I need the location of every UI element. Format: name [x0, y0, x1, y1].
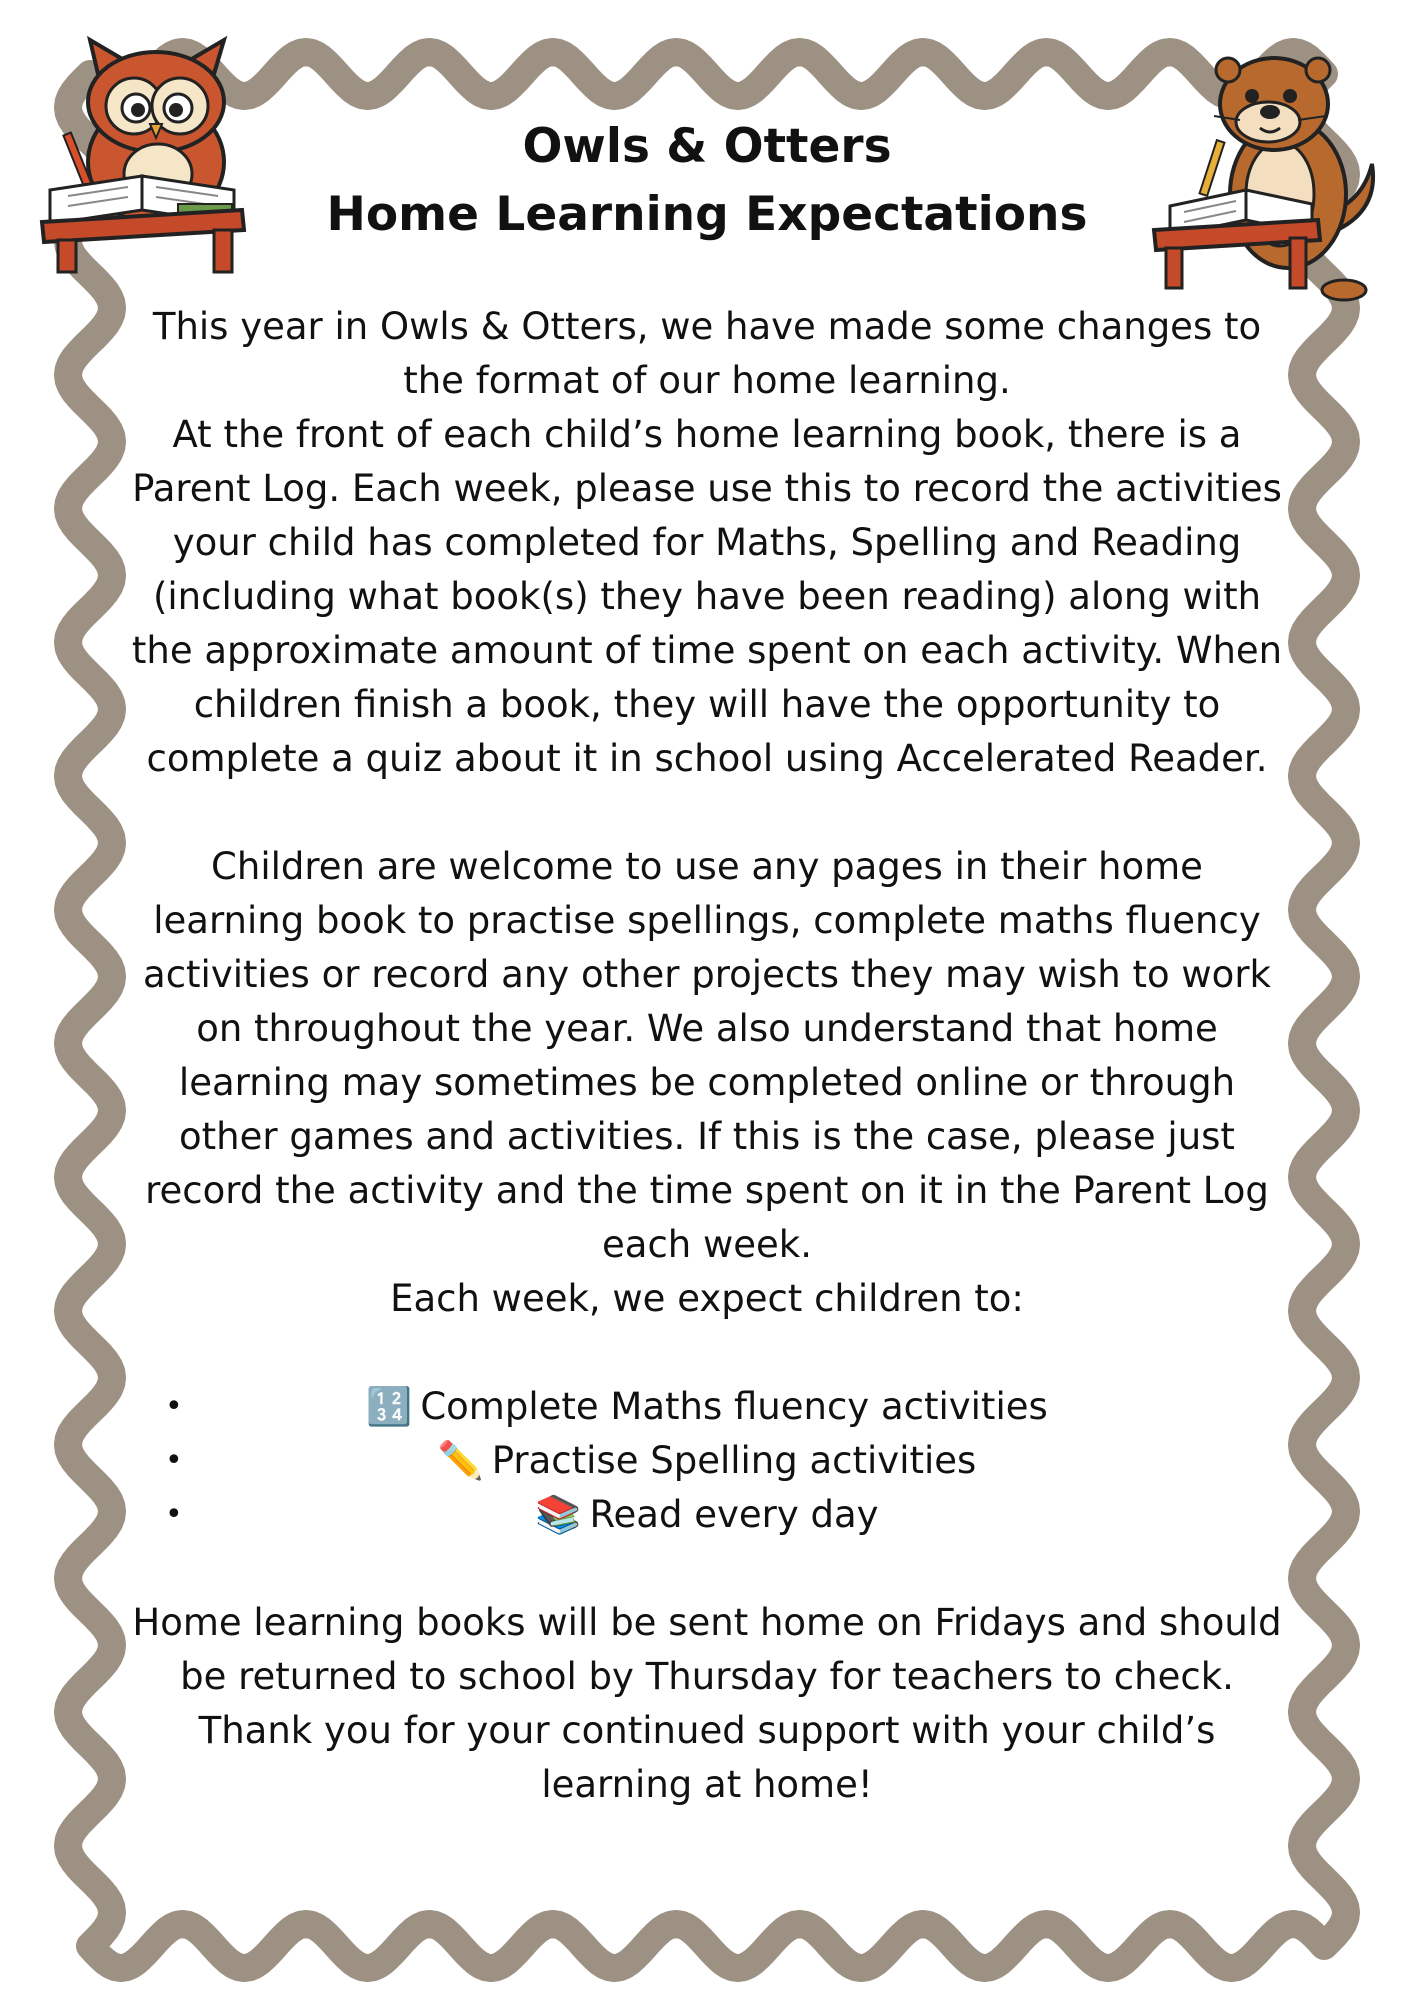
intro-paragraph: This year in Owls & Otters, we have made some changes to the format of our home learning. [152, 305, 1262, 402]
bullet-icon: • [165, 1389, 183, 1424]
owl-reading-icon [38, 34, 248, 274]
spacer [130, 786, 1284, 840]
expectation-text: Practise Spelling activities [491, 1439, 977, 1482]
expectation-text: Read every day [589, 1493, 879, 1536]
expectations-list [130, 1380, 1284, 1542]
page-title-line-1: Owls & Otters [522, 119, 892, 174]
spacer [130, 1326, 1284, 1380]
pages-paragraph: Children are welcome to use any pages in their home learning book to practise spellings, complete maths fluency activities or record any other projects they may wish to work on throughout the year. We also understand that home learning may sometimes be completed online or through other games and activities. If this is the case, please just record the activity and the time spent on it in the Parent Log each week. [143, 845, 1271, 1266]
books-icon: 📚 [535, 1493, 582, 1536]
list-item [130, 1434, 1284, 1488]
numbers-icon: 🔢 [366, 1385, 413, 1428]
expectation-text: Complete Maths fluency activities [420, 1385, 1048, 1428]
page-title-line-2: Home Learning Expectations [326, 187, 1088, 242]
bullet-icon: • [165, 1497, 183, 1532]
spacer [130, 1542, 1284, 1596]
pencil-icon: ✏️ [437, 1439, 484, 1482]
main-content [130, 300, 1284, 1812]
bullet-icon: • [165, 1443, 183, 1478]
parent-log-paragraph: At the front of each child’s home learning book, there is a Parent Log. Each week, please use this to record the activities your child has completed for Maths, Spelling and Reading (including what book(s) they have been reading) along with the approximate amount of time spent on each activity. When children finish a book, they will have the opportunity to complete a quiz about it in school using Accelerated Reader. [131, 413, 1283, 780]
return-paragraph: Home learning books will be sent home on Fridays and should be returned to school by Thursday for teachers to check. [132, 1601, 1282, 1698]
list-item [130, 1380, 1284, 1434]
thanks-paragraph: Thank you for your continued support with your child’s learning at home! [198, 1709, 1216, 1806]
expect-intro-text: Each week, we expect children to: [390, 1277, 1024, 1320]
otter-writing-icon [1148, 44, 1382, 306]
list-item [130, 1488, 1284, 1542]
